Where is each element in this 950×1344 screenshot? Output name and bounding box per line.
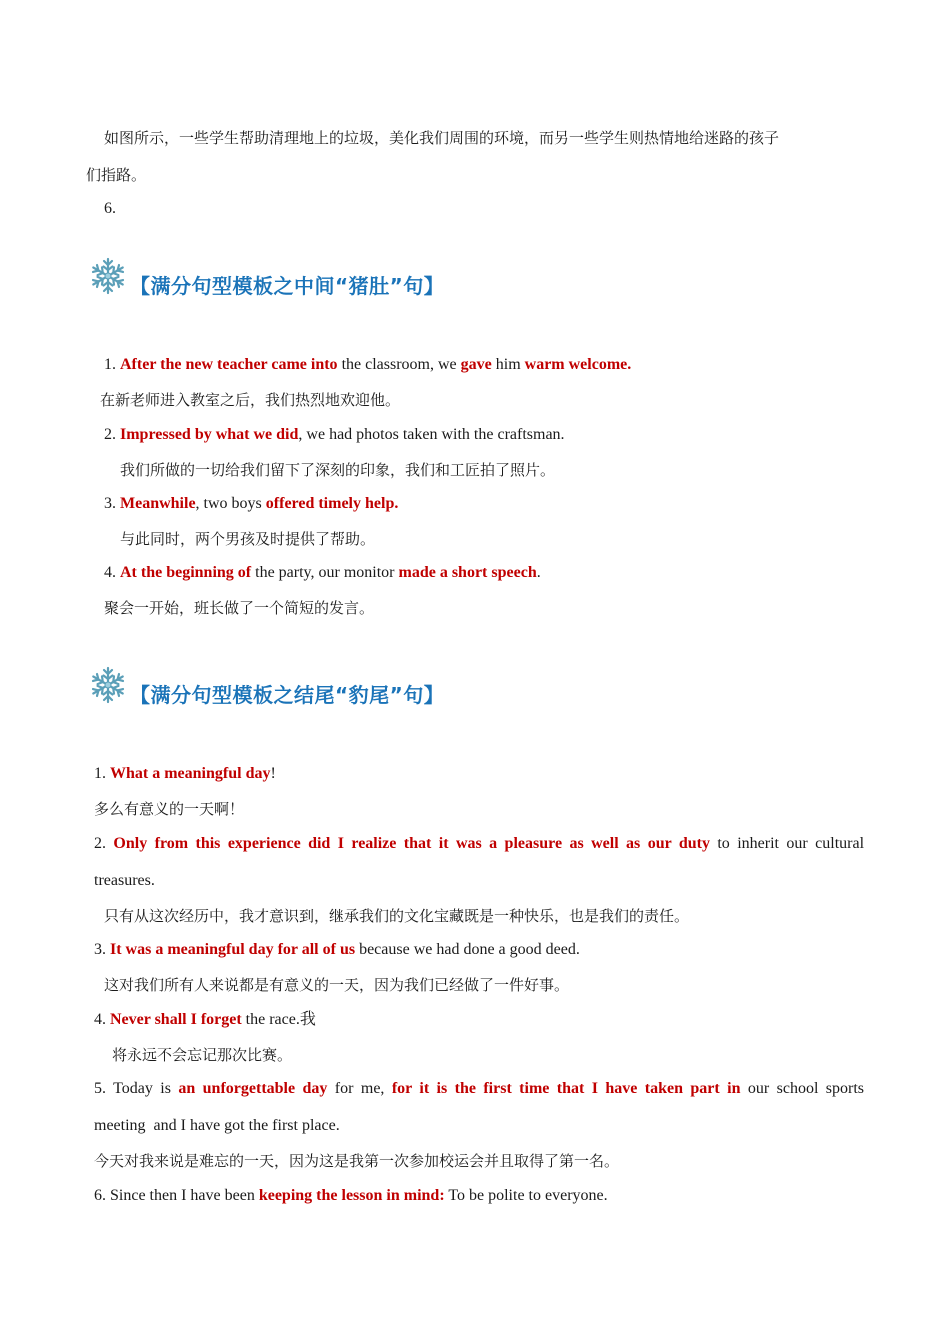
end-item-6: 6. Since then I have been keeping the lesson in mind: To be polite to everyone. (94, 1187, 608, 1204)
end-item-2-translation: 只有从这次经历中，我才意识到，继承我们的文化宝藏既是一种快乐，也是我们的责任。 (104, 907, 690, 925)
end-item-4: 4. Never shall I forget the race.我 (94, 1011, 316, 1028)
end-item-5-translation: 今天对我来说是难忘的一天，因为这是我第一次参加校运会并且取得了第一名。 (94, 1152, 620, 1170)
end-item-3-translation: 这对我们所有人来说都是有意义的一天，因为我们已经做了一件好事。 (104, 976, 570, 994)
snowflake-icon (88, 665, 128, 705)
middle-item-3-translation: 与此同时，两个男孩及时提供了帮助。 (120, 530, 376, 548)
middle-item-3: 3. Meanwhile, two boys offered timely help. (104, 495, 399, 512)
end-item-5: 5. Today is an unforgettable day for me, for it is the first time that I have taken part in our school sports (94, 1080, 865, 1097)
section-title-end: 【满分句型模板之结尾“豹尾”句】 (130, 682, 445, 707)
middle-item-2-translation: 我们所做的一切给我们留下了深刻的印象，我们和工匠拍了照片。 (120, 461, 556, 479)
intro-line-2: 们指路。 (86, 166, 147, 184)
section-title-middle: 【满分句型模板之中间“猪肚”句】 (130, 273, 445, 298)
middle-item-1-translation: 在新老师进入教室之后，我们热烈地欢迎他。 (100, 391, 401, 409)
snowflake-icon (88, 256, 128, 296)
section-heading-middle (88, 254, 444, 298)
middle-item-4-translation: 聚会一开始，班长做了一个简短的发言。 (104, 599, 375, 617)
middle-item-4: 4. At the beginning of the party, our monitor made a short speech. (104, 564, 541, 581)
middle-item-1: 1. After the new teacher came into the classroom, we gave him warm welcome. (104, 356, 632, 373)
end-item-3: 3. It was a meaningful day for all of us because we had done a good deed. (94, 941, 580, 958)
end-item-5-continuation: meeting and I have got the first place. (94, 1117, 340, 1134)
intro-item-6: 6. (104, 200, 116, 217)
end-item-2-continuation: treasures. (94, 872, 155, 889)
end-item-2: 2. Only from this experience did I realize that it was a pleasure as well as our duty to inherit our cultural (94, 835, 865, 852)
end-item-1: 1. What a meaningful day! (94, 765, 276, 782)
end-item-4-translation: 将永远不会忘记那次比赛。 (112, 1046, 293, 1064)
end-item-1-translation: 多么有意义的一天啊！ (94, 800, 245, 818)
middle-item-2: 2. Impressed by what we did, we had photos taken with the craftsman. (104, 426, 565, 443)
intro-line-1: 如图所示，一些学生帮助清理地上的垃圾，美化我们周围的环境，而另一些学生则热情地给迷路的孩子 (104, 129, 780, 147)
section-heading-end (88, 663, 444, 707)
